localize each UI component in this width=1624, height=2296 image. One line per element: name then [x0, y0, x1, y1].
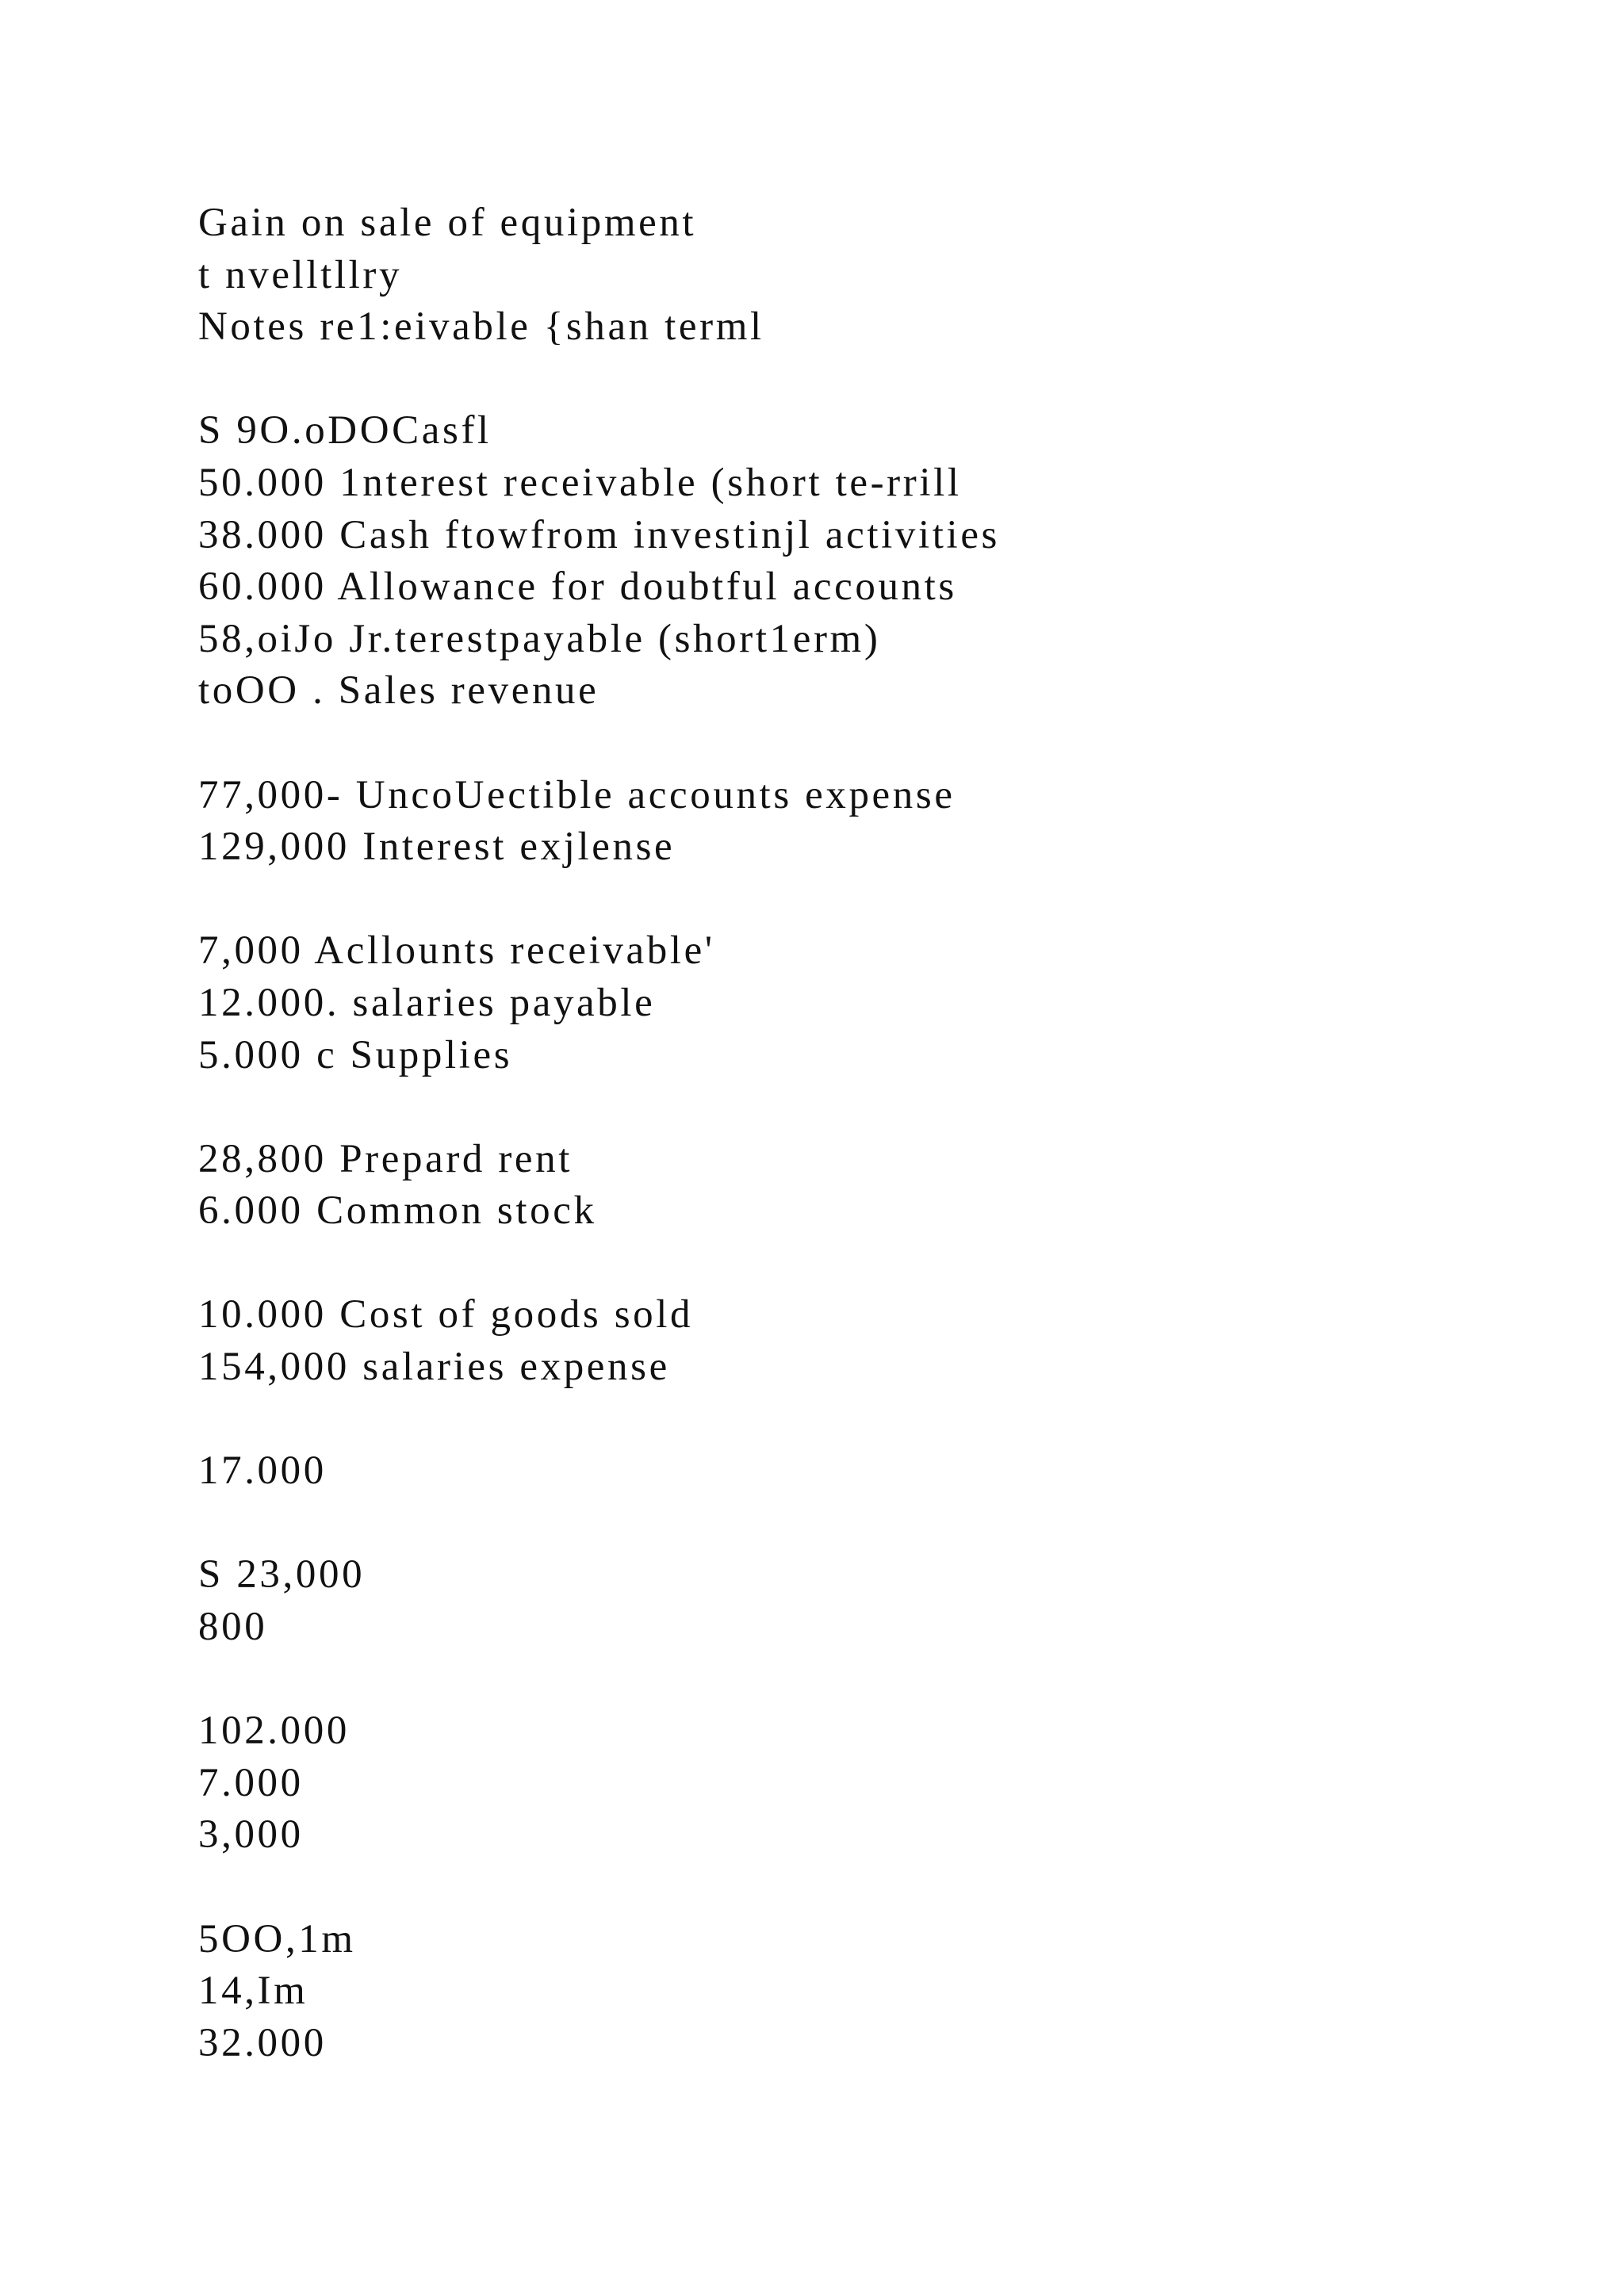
document-text: [198, 197, 1546, 2069]
text-line: 58,oiJo Jr.terestpayable (short1erm): [198, 616, 881, 661]
text-line: S 9O.oDOCasfl: [198, 408, 492, 453]
blank-line: [198, 1394, 1546, 1446]
text-line: Notes re1:eivable {shan terml: [198, 304, 764, 350]
text-line: 7,000 Acllounts receivable': [198, 928, 715, 974]
blank-line: [198, 1238, 1546, 1290]
text-line: 5.000 c Supplies: [198, 1032, 513, 1077]
text-line: 50.000 1nterest receivable (short te-rrill: [198, 460, 962, 505]
text-line: 28,800 Prepard rent: [198, 1136, 573, 1181]
text-line: 12.000. salaries payable: [198, 980, 656, 1025]
text-line: 10.000 Cost of goods sold: [198, 1292, 694, 1337]
blank-line: [198, 1654, 1546, 1706]
text-line: 800: [198, 1605, 268, 1650]
blank-line: [198, 1081, 1546, 1134]
text-line: 7.000: [198, 1760, 304, 1805]
text-line: 38.000 Cash ftowfrom investinjl activities: [198, 512, 1001, 557]
text-line: 3,000: [198, 1812, 304, 1858]
blank-line: [198, 354, 1546, 406]
text-line: 154,000 salaries expense: [198, 1345, 670, 1390]
text-line: 17.000: [198, 1448, 327, 1494]
text-line: 60.000 Allowance for doubtful accounts: [198, 564, 957, 610]
text-line: toOO . Sales revenue: [198, 668, 599, 714]
blank-line: [198, 874, 1546, 926]
text-line: 6.000 Common stock: [198, 1188, 597, 1234]
text-line: 129,000 Interest exjlense: [198, 825, 676, 870]
text-line: 5OO,1m: [198, 1916, 356, 1961]
blank-line: [198, 1862, 1546, 1914]
text-line: 102.000: [198, 1709, 350, 1754]
text-line: t nvelltllry: [198, 252, 403, 297]
blank-line: [198, 718, 1546, 770]
text-line: Gain on sale of equipment: [198, 201, 697, 245]
text-line: 77,000- UncoUectible accounts expense: [198, 772, 956, 817]
text-line: 32.000: [198, 2020, 327, 2065]
blank-line: [198, 1498, 1546, 1550]
text-line: S 23,000: [198, 1552, 366, 1598]
text-line: 14,Im: [198, 1969, 308, 2014]
